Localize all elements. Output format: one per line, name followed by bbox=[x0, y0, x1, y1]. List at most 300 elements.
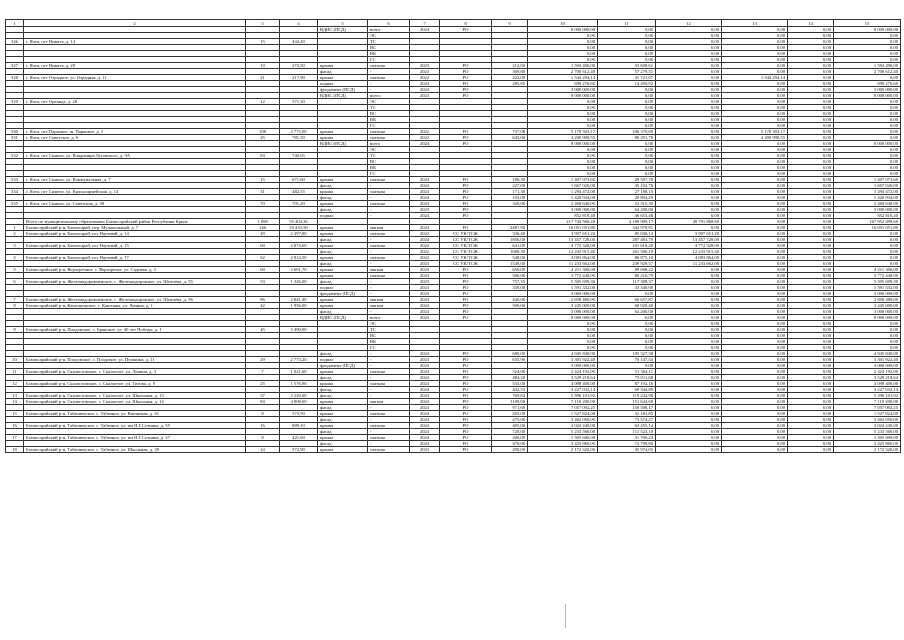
volume-cell: 324,00 bbox=[492, 369, 528, 375]
col-13-cell: 0,00 bbox=[722, 147, 788, 153]
subtype-cell: - bbox=[368, 429, 410, 435]
row-number-cell: 328 bbox=[6, 75, 24, 81]
col-11-cell: 239 929,57 bbox=[598, 261, 656, 267]
row-number-cell: 14 bbox=[6, 399, 24, 405]
col-15-cell: 5 505 699,30 bbox=[834, 279, 901, 285]
apartments-cell: 24 bbox=[246, 447, 280, 453]
funding-source-cell: РО bbox=[440, 207, 492, 213]
subtype-cell: ГС bbox=[368, 123, 410, 129]
col-11-cell: 111 523,10 bbox=[598, 429, 656, 435]
col-14-cell: 0,00 bbox=[788, 87, 834, 93]
col-11-cell: 0,00 bbox=[598, 117, 656, 123]
total-cost-cell: 3 462 050,00 bbox=[528, 417, 598, 423]
col-13-cell: 0,00 bbox=[722, 285, 788, 291]
area-cell: 421,60 bbox=[280, 435, 318, 441]
area-cell: 2 775,00 bbox=[280, 129, 318, 135]
year-cell: 2023 bbox=[410, 207, 440, 213]
funding-source-cell: РО bbox=[440, 387, 492, 393]
col-15-cell: 0,00 bbox=[834, 261, 901, 267]
total-cost-cell: 0,00 bbox=[528, 117, 598, 123]
col-13-cell: 0,00 bbox=[722, 423, 788, 429]
year-cell: 2023 bbox=[410, 279, 440, 285]
col-13-cell: 1 544 294,14 bbox=[722, 75, 788, 81]
col-15-cell: 8 000 000,00 bbox=[834, 93, 901, 99]
col-12-cell: 0,00 bbox=[656, 57, 722, 63]
col-13-cell: 0,00 bbox=[722, 69, 788, 75]
col-12-cell: 0,00 bbox=[656, 189, 722, 195]
column-number-1: 1 bbox=[6, 20, 24, 27]
apartments-cell: 146 bbox=[246, 225, 280, 231]
col-15-cell: 2 172 320,00 bbox=[834, 447, 901, 453]
year-cell: 2023 bbox=[410, 447, 440, 453]
col-11-cell: 80 216,79 bbox=[598, 273, 656, 279]
apartments-cell: 31 bbox=[246, 189, 280, 195]
total-cost-cell: 0,00 bbox=[528, 111, 598, 117]
col-15-cell: 8 000 000,00 bbox=[834, 315, 901, 321]
address-cell: Бахчисарайский р-н, Каштановское, с. Каштаны, ул. Ленина, д. 1 bbox=[24, 303, 246, 309]
col-13-cell: 0,00 bbox=[722, 165, 788, 171]
col-14-cell: 0,00 bbox=[788, 213, 834, 219]
year-cell: 2024 bbox=[410, 27, 440, 33]
volume-cell: 720,00 bbox=[492, 429, 528, 435]
work-type-cell: крыша bbox=[318, 447, 368, 453]
total-cost-cell: 3 227 032,14 bbox=[528, 387, 598, 393]
col-14-cell: 0,00 bbox=[788, 123, 834, 129]
total-cost-cell: 11 233 662,00 bbox=[528, 261, 598, 267]
col-15-cell: 3 529 218,64 bbox=[834, 375, 901, 381]
col-14-cell: 0,00 bbox=[788, 177, 834, 183]
work-type-cell: крыша bbox=[318, 225, 368, 231]
col-15-cell: 8 000 000,00 bbox=[834, 27, 901, 33]
col-11-cell: 0,00 bbox=[598, 111, 656, 117]
col-14-cell: 0,00 bbox=[788, 201, 834, 207]
col-13-cell: 0,00 bbox=[722, 177, 788, 183]
col-15-cell: 0,00 bbox=[834, 75, 901, 81]
col-14-cell: 0,00 bbox=[788, 129, 834, 135]
col-14-cell: 0,00 bbox=[788, 345, 834, 351]
col-11-cell: 0,00 bbox=[598, 321, 656, 327]
volume-cell: 227,00 bbox=[492, 183, 528, 189]
apartments-cell: 15 bbox=[246, 39, 280, 45]
total-cost-cell: 0,00 bbox=[528, 327, 598, 333]
col-11-cell: 29 597,78 bbox=[598, 177, 656, 183]
volume-cell: 405,00 bbox=[492, 423, 528, 429]
row-number-cell: 9 bbox=[6, 327, 24, 333]
year-cell: 2023 bbox=[410, 297, 440, 303]
col-12-cell: 0,00 bbox=[656, 447, 722, 453]
column-number-2: 2 bbox=[24, 20, 246, 27]
col-13-cell: 0,00 bbox=[722, 105, 788, 111]
col-15-cell: 0,00 bbox=[834, 171, 901, 177]
year-cell: 2024 bbox=[410, 369, 440, 375]
col-11-cell: 72 799,80 bbox=[598, 441, 656, 447]
col-12-cell: 0,00 bbox=[656, 135, 722, 141]
apartments-cell: 83 bbox=[246, 153, 280, 159]
col-13-cell: 0,00 bbox=[722, 33, 788, 39]
total-cost-cell: 0,00 bbox=[528, 57, 598, 63]
area-cell: 1 021,60 bbox=[280, 369, 318, 375]
apartments-cell: 45 bbox=[246, 327, 280, 333]
total-cost-cell: 0,00 bbox=[528, 105, 598, 111]
funding-source-cell: РО bbox=[440, 303, 492, 309]
col-13-cell: 0,00 bbox=[722, 363, 788, 369]
funding-source-cell: РО bbox=[440, 201, 492, 207]
col-14-cell: 0,00 bbox=[788, 309, 834, 315]
col-11-cell: 0,00 bbox=[598, 39, 656, 45]
apartments-cell: 10 bbox=[246, 63, 280, 69]
row-number-cell: 2 bbox=[6, 231, 24, 237]
col-15-cell: 7 057 092,25 bbox=[834, 405, 901, 411]
col-11-cell: 0,00 bbox=[598, 291, 656, 297]
work-type-cell: ВДИС (ПСД) bbox=[318, 93, 368, 99]
col-12-cell: 0,00 bbox=[656, 63, 722, 69]
apartments-cell: 108 bbox=[246, 129, 280, 135]
year-cell: 2024 bbox=[410, 441, 440, 447]
col-15-cell: 3 245 000,00 bbox=[834, 303, 901, 309]
subtype-cell: ЭС bbox=[368, 147, 410, 153]
col-14-cell: 0,00 bbox=[788, 447, 834, 453]
row-number-cell: 333 bbox=[6, 177, 24, 183]
subtype-cell: - bbox=[368, 357, 410, 363]
year-cell: 2024 bbox=[410, 435, 440, 441]
subtype-cell: ГС bbox=[368, 345, 410, 351]
col-12-cell: 4 083 864,00 bbox=[656, 255, 722, 261]
subtype-cell: ВС bbox=[368, 111, 410, 117]
capital-repair-table bbox=[5, 19, 901, 453]
address-cell: Бахчисарайский р-н, Табачненское, с. Табачное, ул. Школьная, д. 29 bbox=[24, 447, 246, 453]
subtype-cell: - bbox=[368, 81, 410, 87]
col-11-cell: 27 188,10 bbox=[598, 189, 656, 195]
apartments-cell: 84 bbox=[246, 399, 280, 405]
col-15-cell: 699 276,60 bbox=[834, 81, 901, 87]
col-13-cell: 0,00 bbox=[722, 219, 788, 225]
row-number-cell: 7 bbox=[6, 297, 24, 303]
col-13-cell: 0,00 bbox=[722, 45, 788, 51]
col-12-cell: 0,00 bbox=[656, 399, 722, 405]
col-11-cell: 0,00 bbox=[598, 339, 656, 345]
col-15-cell: 0,00 bbox=[834, 33, 901, 39]
work-type-cell: крыша bbox=[318, 201, 368, 207]
total-cost-cell: 1 527 824,00 bbox=[528, 411, 598, 417]
year-cell: 2024 bbox=[410, 405, 440, 411]
total-cost-cell: 0,00 bbox=[528, 159, 598, 165]
area-cell: 1 576,90 bbox=[280, 381, 318, 387]
apartments-cell: 60 bbox=[246, 267, 280, 273]
col-13-cell: 0,00 bbox=[722, 81, 788, 87]
col-15-cell: 3 000 000,00 bbox=[834, 207, 901, 213]
address-cell: г. Ялта, пгт Отрадное, ул. Отрадная, д. 11 bbox=[24, 75, 246, 81]
col-11-cell: 29 894,29 bbox=[598, 195, 656, 201]
col-12-cell: 0,00 bbox=[656, 177, 722, 183]
subtype-cell: - bbox=[368, 279, 410, 285]
subtype-cell: - bbox=[368, 405, 410, 411]
address-cell: г. Ялта, пгт Никита, д. 20 bbox=[24, 63, 246, 69]
col-12-cell: 0,00 bbox=[656, 375, 722, 381]
col-14-cell: 0,00 bbox=[788, 33, 834, 39]
total-cost-cell: 12 243 915,40 bbox=[528, 249, 598, 255]
col-14-cell: 0,00 bbox=[788, 141, 834, 147]
col-12-cell: 11 233 662,00 bbox=[656, 261, 722, 267]
subtype-cell: ВК bbox=[368, 117, 410, 123]
col-14-cell: 0,00 bbox=[788, 75, 834, 81]
col-15-cell: 1 407 073,60 bbox=[834, 177, 901, 183]
subtype-cell: ЭС bbox=[368, 321, 410, 327]
address-cell: Бахчисарайский р-н, Скалистовское, с. Скалистое, ул. Ленина, д. 3 bbox=[24, 369, 246, 375]
subtype-cell: ВК bbox=[368, 51, 410, 57]
row-number-cell: 6 bbox=[6, 279, 24, 285]
col-13-cell: 0,00 bbox=[722, 255, 788, 261]
col-12-cell: 0,00 bbox=[656, 411, 722, 417]
col-11-cell: 57 279,51 bbox=[598, 69, 656, 75]
total-cost-cell: 2 172 320,00 bbox=[528, 447, 598, 453]
col-15-cell: 0,00 bbox=[834, 333, 901, 339]
subtype-cell: скатная bbox=[368, 273, 410, 279]
col-11-cell: 35 102,76 bbox=[598, 183, 656, 189]
col-12-cell: 3 997 651,20 bbox=[656, 231, 722, 237]
funding-source-cell: РО bbox=[440, 351, 492, 357]
year-cell: 2023 bbox=[410, 273, 440, 279]
total-cost-cell: 7 057 092,25 bbox=[528, 405, 598, 411]
col-14-cell: 0,00 bbox=[788, 111, 834, 117]
subtype-cell: ТС bbox=[368, 105, 410, 111]
col-11-cell: 0,00 bbox=[598, 33, 656, 39]
subtype-cell: ВС bbox=[368, 333, 410, 339]
col-14-cell: 0,00 bbox=[788, 261, 834, 267]
col-11-cell: 0,00 bbox=[598, 93, 656, 99]
apartments-cell: 60 bbox=[246, 243, 280, 249]
col-13-cell: 0,00 bbox=[722, 153, 788, 159]
col-12-cell: 0,00 bbox=[656, 327, 722, 333]
col-14-cell: 0,00 bbox=[788, 297, 834, 303]
column-number-13: 13 bbox=[722, 20, 788, 27]
address-cell: г. Ялта, пгт Ореанда, д. 28 bbox=[24, 99, 246, 105]
row-number-cell: 4 bbox=[6, 255, 24, 261]
column-number-15: 15 bbox=[834, 20, 901, 27]
apartments-cell: 62 bbox=[246, 255, 280, 261]
col-12-cell: 0,00 bbox=[656, 363, 722, 369]
funding-source-cell: РО bbox=[440, 393, 492, 399]
col-14-cell: 0,00 bbox=[788, 387, 834, 393]
funding-source-cell: РО bbox=[440, 93, 492, 99]
col-15-cell: 3 000 000,00 bbox=[834, 87, 901, 93]
address-cell: Бахчисарайский р-н, Плодовское, с. Брянское, ул. 40 лет Победы, д. 1 bbox=[24, 327, 246, 333]
col-14-cell: 0,00 bbox=[788, 393, 834, 399]
col-13-cell: 0,00 bbox=[722, 195, 788, 201]
total-cost-cell: 8 000 000,00 bbox=[528, 93, 598, 99]
row-number-cell: 8 bbox=[6, 303, 24, 309]
col-14-cell: 0,00 bbox=[788, 93, 834, 99]
address-cell: г. Ялта, пгт Парковое, ш. Парковое, д. 1 bbox=[24, 129, 246, 135]
col-11-cell: 342 978,91 bbox=[598, 225, 656, 231]
apartments-cell: 1 098 bbox=[246, 219, 280, 225]
address-cell: Бахчисарайский р-н, Табачненское, с. Табачное, ул. им Н.Г.Сотника, д. 37 bbox=[24, 435, 246, 441]
volume-cell: 535,00 bbox=[492, 381, 528, 387]
col-11-cell: 261 506,19 bbox=[598, 249, 656, 255]
volume-cell: 200,00 bbox=[492, 435, 528, 441]
funding-source-cell: РО bbox=[440, 225, 492, 231]
subtype-cell: - bbox=[368, 309, 410, 315]
col-12-cell: 0,00 bbox=[656, 333, 722, 339]
column-number-14: 14 bbox=[788, 20, 834, 27]
row-number-cell: 15 bbox=[6, 411, 24, 417]
volume-cell: 222,00 bbox=[492, 75, 528, 81]
address-cell: Бахчисарайский р-н, Верхоречное, с. Верхоречье, ул. Садовая, д. 2 bbox=[24, 267, 246, 273]
apartments-cell: 15 bbox=[246, 177, 280, 183]
col-13-cell: 0,00 bbox=[722, 201, 788, 207]
col-12-cell: 0,00 bbox=[656, 321, 722, 327]
address-cell: Бахчисарайский р-н, Табачненское, с. Табачное, ул. им Н.Г.Сотника, д. 35 bbox=[24, 423, 246, 429]
work-type-cell: фасад bbox=[318, 393, 368, 399]
col-12-cell: 0,00 bbox=[656, 159, 722, 165]
year-cell: 2024 bbox=[410, 141, 440, 147]
col-14-cell: 0,00 bbox=[788, 219, 834, 225]
subtype-cell: мягкая bbox=[368, 267, 410, 273]
work-type-cell: фасад bbox=[318, 441, 368, 447]
col-15-cell: 3 000 000,00 bbox=[834, 309, 901, 315]
area-cell: 781,50 bbox=[280, 135, 318, 141]
col-13-cell: 0,00 bbox=[722, 315, 788, 321]
column-number-11: 11 bbox=[598, 20, 656, 27]
col-14-cell: 0,00 bbox=[788, 63, 834, 69]
col-14-cell: 0,00 bbox=[788, 183, 834, 189]
col-14-cell: 0,00 bbox=[788, 333, 834, 339]
col-14-cell: 0,00 bbox=[788, 39, 834, 45]
col-11-cell: 60 657,87 bbox=[598, 297, 656, 303]
col-12-cell: 0,00 bbox=[656, 129, 722, 135]
subtype-cell: - bbox=[368, 285, 410, 291]
subtype-cell: скатная bbox=[368, 189, 410, 195]
volume-cell: 643,00 bbox=[492, 135, 528, 141]
col-14-cell: 0,00 bbox=[788, 357, 834, 363]
col-15-cell: 1 505 600,00 bbox=[834, 435, 901, 441]
col-14-cell: 0,00 bbox=[788, 369, 834, 375]
volume-cell: 171,30 bbox=[492, 189, 528, 195]
col-15-cell: 7 110 200,00 bbox=[834, 399, 901, 405]
subtype-cell: - bbox=[368, 351, 410, 357]
col-11-cell: 0,00 bbox=[598, 165, 656, 171]
address-cell: Бахчисарайский р-н, Бахчисарай, пгт Научный, д. 14 bbox=[24, 231, 246, 237]
subtype-cell: скатная bbox=[368, 381, 410, 387]
year-cell: 2024 bbox=[410, 351, 440, 357]
col-13-cell: 0,00 bbox=[722, 309, 788, 315]
work-type-cell: крыша bbox=[318, 369, 368, 375]
year-cell: 2023 bbox=[410, 267, 440, 273]
volume-cell: 1856,00 bbox=[492, 237, 528, 243]
total-cost-cell: 1 667 026,00 bbox=[528, 183, 598, 189]
col-13-cell: 0,00 bbox=[722, 243, 788, 249]
subtype-cell: - bbox=[368, 291, 410, 297]
col-13-cell: 0,00 bbox=[722, 411, 788, 417]
col-11-cell: 0,00 bbox=[598, 27, 656, 33]
area-cell: 273,50 bbox=[280, 63, 318, 69]
col-14-cell: 0,00 bbox=[788, 303, 834, 309]
col-14-cell: 0,00 bbox=[788, 279, 834, 285]
work-type-cell: фасад bbox=[318, 195, 368, 201]
row-number-cell: 16 bbox=[6, 423, 24, 429]
funding-source-cell: РО bbox=[440, 357, 492, 363]
col-12-cell: 0,00 bbox=[656, 195, 722, 201]
col-12-cell: 0,00 bbox=[656, 147, 722, 153]
volume-cell: 650,00 bbox=[492, 267, 528, 273]
col-15-cell: 1 594 496,00 bbox=[834, 63, 901, 69]
col-13-cell: 0,00 bbox=[722, 429, 788, 435]
year-cell: 2024 bbox=[410, 375, 440, 381]
total-cost-cell: 217 743 568,26 bbox=[528, 219, 598, 225]
funding-source-cell: РО bbox=[440, 405, 492, 411]
total-cost-cell: 852 818,40 bbox=[528, 213, 598, 219]
year-cell: 2024 bbox=[410, 183, 440, 189]
col-12-cell: 0,00 bbox=[656, 405, 722, 411]
apartments-cell: 25 bbox=[246, 135, 280, 141]
total-cost-cell: 0,00 bbox=[528, 171, 598, 177]
col-12-cell: 12 243 915,40 bbox=[656, 249, 722, 255]
col-11-cell: 33 340,90 bbox=[598, 285, 656, 291]
year-cell: 2023 bbox=[410, 363, 440, 369]
col-13-cell: 0,00 bbox=[722, 225, 788, 231]
total-cost-cell: 3 024 240,00 bbox=[528, 423, 598, 429]
funding-source-cell: РО bbox=[440, 381, 492, 387]
work-type-cell: крыша bbox=[318, 267, 368, 273]
col-15-cell: 0,00 bbox=[834, 57, 901, 63]
col-11-cell: 0,00 bbox=[598, 333, 656, 339]
year-cell: 2022 bbox=[410, 129, 440, 135]
col-13-cell: 0,00 bbox=[722, 399, 788, 405]
funding-source-cell: РО bbox=[440, 129, 492, 135]
address-cell: Бахчисарайский р-н, Железнодорожненское, с. Железнодорожное, ул. Шмелёва, д. 56 bbox=[24, 297, 246, 303]
work-type-cell: фасад bbox=[318, 69, 368, 75]
volume-cell: 186,30 bbox=[492, 177, 528, 183]
col-13-cell: 0,00 bbox=[722, 291, 788, 297]
total-cost-cell: 3 529 218,64 bbox=[528, 375, 598, 381]
col-15-cell: 4 098 400,00 bbox=[834, 381, 901, 387]
work-type-cell: фасад bbox=[318, 249, 368, 255]
col-13-cell: 0,00 bbox=[722, 261, 788, 267]
subtype-cell: - bbox=[368, 363, 410, 369]
total-cost-cell: 1 420 934,00 bbox=[528, 195, 598, 201]
work-type-cell: подвал bbox=[318, 213, 368, 219]
col-12-cell: 0,00 bbox=[656, 27, 722, 33]
col-15-cell: 0,00 bbox=[834, 327, 901, 333]
col-11-cell: 0,00 bbox=[598, 45, 656, 51]
col-13-cell: 0,00 bbox=[722, 159, 788, 165]
total-cost-cell: 0,00 bbox=[528, 51, 598, 57]
work-type-cell: ВДИС (ПСД) bbox=[318, 27, 368, 33]
col-11-cell: 0,00 bbox=[598, 345, 656, 351]
work-type-cell: фасад bbox=[318, 351, 368, 357]
column-number-7: 7 bbox=[410, 20, 440, 27]
col-11-cell: 64 200,00 bbox=[598, 207, 656, 213]
row-number-cell: 332 bbox=[6, 153, 24, 159]
subtype-cell: - bbox=[368, 87, 410, 93]
work-type-cell: фасад bbox=[318, 237, 368, 243]
col-13-cell: 0,00 bbox=[722, 435, 788, 441]
col-14-cell: 0,00 bbox=[788, 273, 834, 279]
work-type-cell: крыша bbox=[318, 303, 368, 309]
year-cell: 2022 bbox=[410, 243, 440, 249]
col-15-cell: 0,00 bbox=[834, 111, 901, 117]
funding-source-cell: РО bbox=[440, 81, 492, 87]
col-12-cell: 0,00 bbox=[656, 303, 722, 309]
col-11-cell: 68 929,40 bbox=[598, 303, 656, 309]
work-type-cell: крыша bbox=[318, 63, 368, 69]
total-cost-cell: 5 178 303,17 bbox=[528, 129, 598, 135]
volume-cell: 484,20 bbox=[492, 375, 528, 381]
year-cell: 2023 bbox=[410, 63, 440, 69]
col-13-cell: 0,00 bbox=[722, 279, 788, 285]
col-12-cell: 0,00 bbox=[656, 141, 722, 147]
subtype-cell: - bbox=[368, 393, 410, 399]
col-15-cell: 852 818,40 bbox=[834, 213, 901, 219]
